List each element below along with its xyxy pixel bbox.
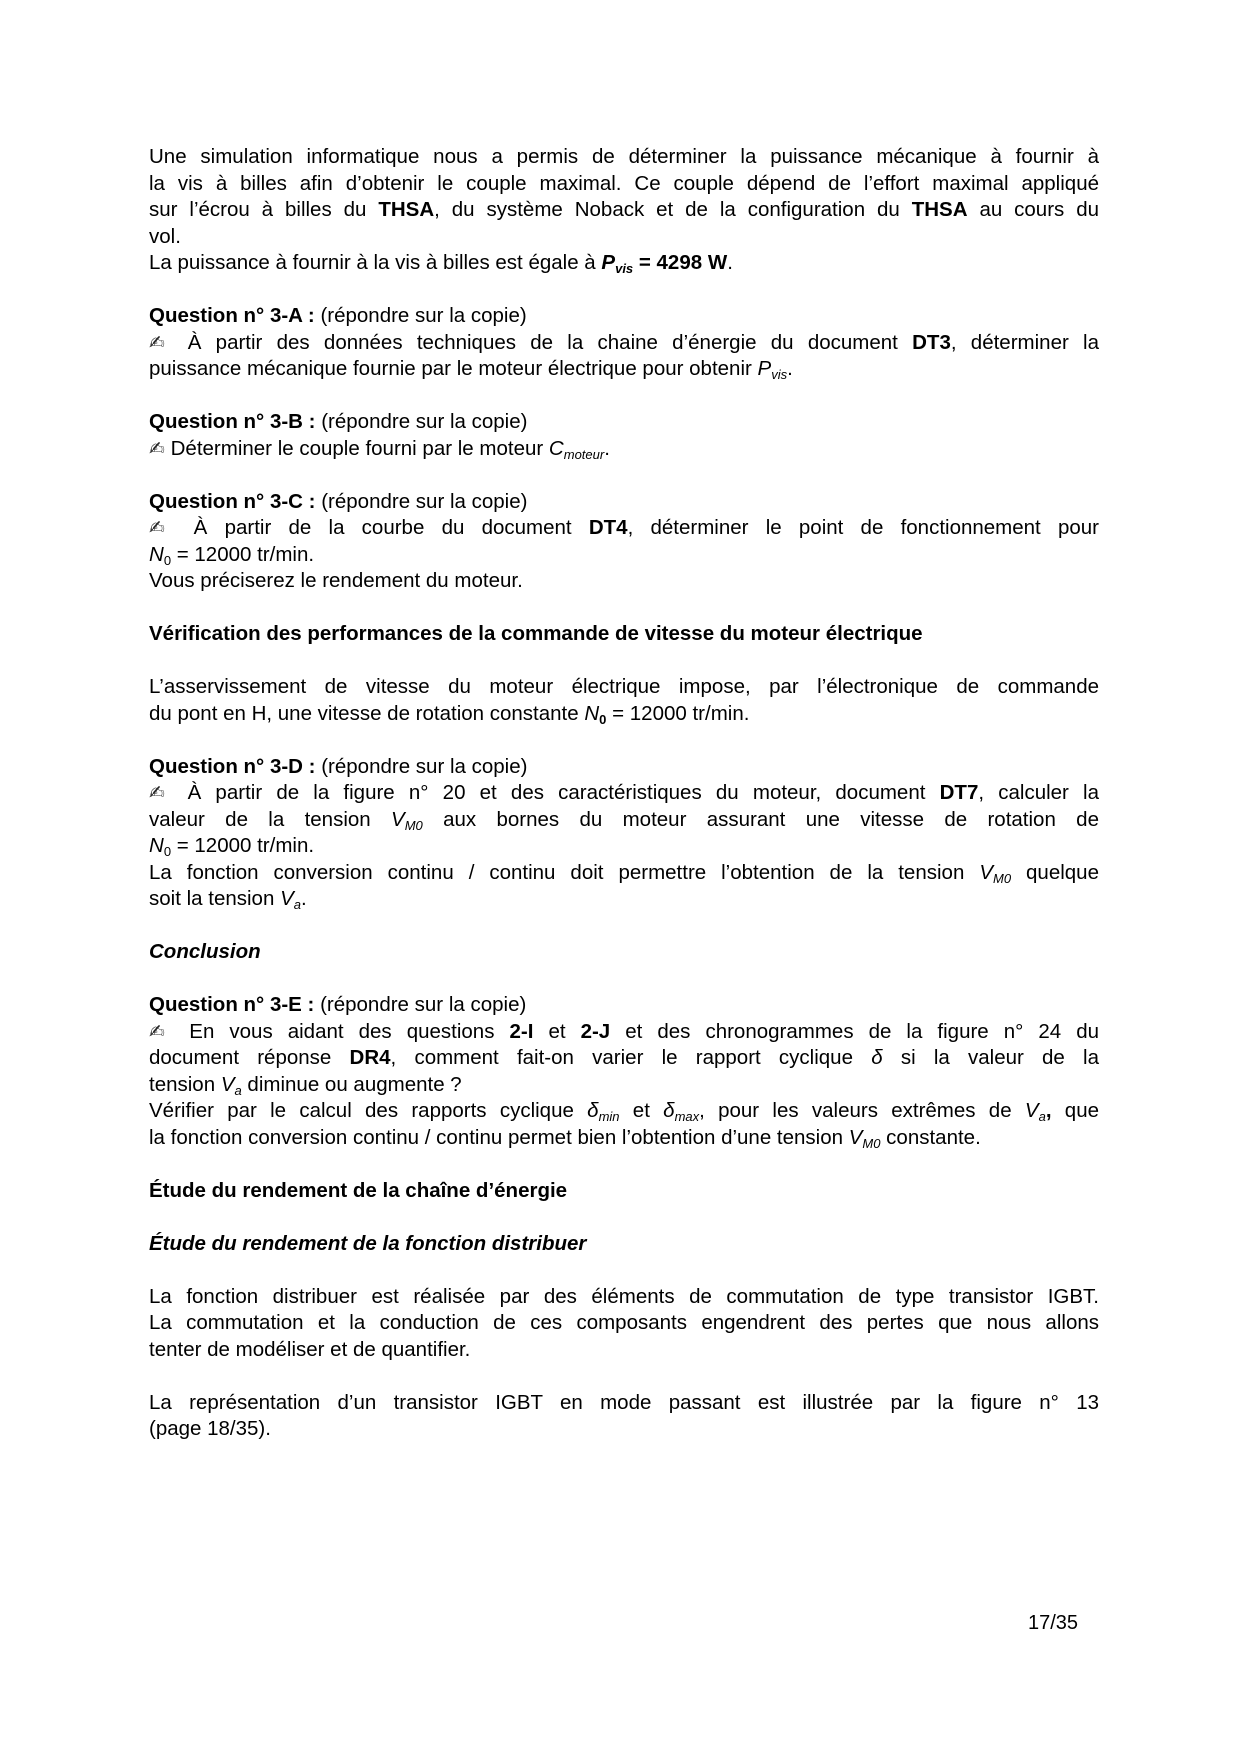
section-heading-conclusion: Conclusion bbox=[149, 940, 261, 963]
igbt-paragraph: La représentation d’un transistor IGBT en mode passant est illustrée par la figure n° 13 (page 18/35). bbox=[149, 1390, 1099, 1440]
distribuer-paragraph: La fonction distribuer est réalisée par des éléments de commutation de type transistor IGBT. La commutation et la conduction de ces composants engendrent des pertes que nous allons tenter de modéliser et de quantifier. bbox=[149, 1284, 1099, 1361]
question-3d-title: Question n° 3-D : (répondre sur la copie) bbox=[149, 754, 528, 778]
intro-line-4: vol. bbox=[149, 224, 181, 248]
asservissement-paragraph: L’asservissement de vitesse du moteur électrique impose, par l’électronique de commande du pont en H, une vitesse de rotation constante $N_0 = 12000$ tr/min. bbox=[149, 675, 1099, 727]
question-3c-title: Question n° 3-C : (répondre sur la copie) bbox=[149, 489, 528, 513]
pen-icon: ✍ bbox=[149, 1020, 175, 1043]
pen-icon: ✍ bbox=[149, 437, 165, 460]
pen-icon: ✍ bbox=[149, 331, 174, 354]
question-3e: Question n° 3-E : (répondre sur la copie) ✍ En vous aidant des questions 2-I et 2-J et des chronogrammes de la figure n° 24 du document réponse DR4, comment fait-on varier le rapport cyclique δ si la valeur de la tension $V_a$ diminue ou augmente ? Vérifier par le calcul des rapports cyclique $\delta_{min}$ et $\delta_{max}$, pour les valeurs extrêmes de $V_a$, que la fonction conversion continu / continu permet bien l’obtention d’une tension $V_{M0}$ constante. bbox=[149, 993, 1099, 1151]
pen-icon: ✍ bbox=[149, 517, 177, 539]
section-heading-rendement: Étude du rendement de la chaîne d’énergie bbox=[149, 1178, 568, 1202]
question-3a-title: Question n° 3-A : (répondre sur la copie) bbox=[149, 304, 527, 327]
section-heading-verification: Vérification des performances de la commande de vitesse du moteur électrique bbox=[149, 622, 923, 645]
question-3b: Question n° 3-B : (répondre sur la copie) ✍ Déterminer le couple fourni par le moteur $C_{moteur}$. bbox=[149, 409, 1099, 462]
subsection-heading-distribuer: Étude du rendement de la fonction distribuer bbox=[149, 1231, 587, 1255]
intro-line-3: sur l’écrou à billes du THSA, du système Noback et de la configuration du THSA au cours du bbox=[149, 198, 1099, 221]
pen-icon: ✍ bbox=[149, 782, 174, 804]
question-3b-title: Question n° 3-B : (répondre sur la copie) bbox=[149, 410, 528, 433]
question-3c: Question n° 3-C : (répondre sur la copie) ✍ À partir de la courbe du document DT4, déterminer le point de fonctionnement pour $N_0 = 12000$ tr/min. Vous préciserez le rendement du moteur. bbox=[149, 489, 1100, 592]
intro-line-1: Une simulation informatique nous a permis de déterminer la puissance mécanique à fournir à bbox=[149, 145, 1099, 168]
page-number: 17/35 bbox=[1028, 1612, 1079, 1634]
document-body bbox=[149, 144, 1099, 1443]
intro-paragraph bbox=[149, 144, 1099, 277]
question-3a: Question n° 3-A : (répondre sur la copie) ✍ À partir des données techniques de la chaine d’énergie du document DT3, déterminer la puissance mécanique fournie par le moteur électrique pour obtenir $P_{vis}$. bbox=[149, 304, 1100, 382]
intro-line-5: La puissance à fournir à la vis à billes est égale à $P_{vis} = 4298$ W. bbox=[149, 251, 733, 276]
question-3d: Question n° 3-D : (répondre sur la copie) ✍ À partir de la figure n° 20 et des caractéristiques du moteur, document DT7, calculer la valeur de la tension $V_{M0}$ aux bornes du moteur assurant une vitesse de rotation de $N_0 = 12000$ tr/min. La fonction conversion continu / continu doit permettre l’obtention de la tension $V_{M0}$ quelque soit la tension $V_a$. bbox=[149, 754, 1100, 912]
intro-line-2: la vis à billes afin d’obtenir le couple maximal. Ce couple dépend de l’effort maximal appliqué bbox=[149, 171, 1099, 195]
question-3e-title: Question n° 3-E : (répondre sur la copie) bbox=[149, 993, 527, 1016]
